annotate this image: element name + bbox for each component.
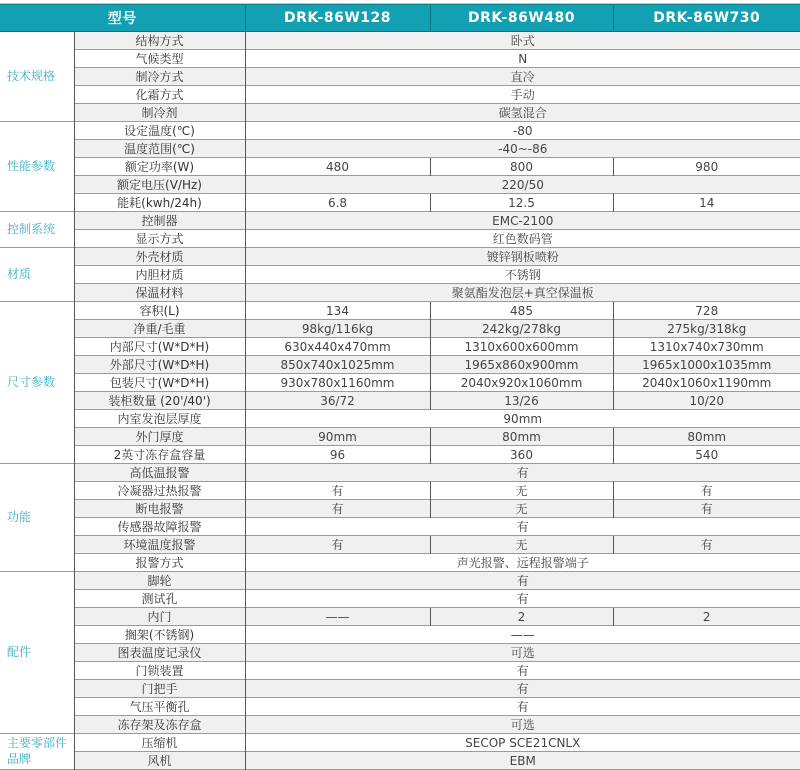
value-cell: 96 [245,446,430,464]
spec-row [0,446,800,464]
value-cell: 无 [430,482,613,500]
value-cell-spanned: 220/50 [245,176,800,194]
spec-row [0,410,800,428]
param-name-cell: 外部尺寸(W*D*H) [74,356,245,374]
spec-row [0,698,800,716]
value-cell: 13/26 [430,392,613,410]
param-name-cell: 额定功率(W) [74,158,245,176]
value-cell: 275kg/318kg [613,320,800,338]
spec-row [0,50,800,68]
value-cell: 800 [430,158,613,176]
spec-row [0,644,800,662]
param-name-cell: 容积(L) [74,302,245,320]
spec-row [0,122,800,140]
value-cell: 2 [613,608,800,626]
param-name-cell: 外门厚度 [74,428,245,446]
value-cell-spanned: 有 [245,518,800,536]
param-name-cell: 报警方式 [74,554,245,572]
value-cell: 有 [613,536,800,554]
spec-row [0,266,800,284]
param-name-cell: 内室发泡层厚度 [74,410,245,428]
value-cell-spanned: 红色数码管 [245,230,800,248]
value-cell: —— [245,608,430,626]
value-cell: 1310x740x730mm [613,338,800,356]
param-name-cell: 图表温度记录仪 [74,644,245,662]
value-cell-spanned: EMC-2100 [245,212,800,230]
param-name-cell: 装柜数量 (20'/40') [74,392,245,410]
spec-row [0,284,800,302]
spec-row [0,464,800,482]
value-cell-spanned: EBM [245,752,800,770]
value-cell: 1965x1000x1035mm [613,356,800,374]
value-cell-spanned: N [245,50,800,68]
value-cell-spanned: SECOP SCE21CNLX [245,734,800,752]
param-name-cell: 控制器 [74,212,245,230]
spec-row [0,302,800,320]
section-label: 技术规格 [0,32,74,122]
section-label: 材质 [0,248,74,302]
section-label: 性能参数 [0,122,74,212]
value-cell: 480 [245,158,430,176]
spec-row [0,374,800,392]
value-cell: 80mm [613,428,800,446]
spec-row [0,158,800,176]
spec-row [0,356,800,374]
value-cell: 2040x1060x1190mm [613,374,800,392]
spec-table [0,3,800,770]
param-name-cell: 化霜方式 [74,86,245,104]
value-cell-spanned: 碳氢混合 [245,104,800,122]
param-name-cell: 门锁装置 [74,662,245,680]
value-cell: 无 [430,500,613,518]
spec-row [0,572,800,590]
param-name-cell: 2英寸冻存盒容量 [74,446,245,464]
value-cell: 36/72 [245,392,430,410]
spec-row [0,482,800,500]
table-header-row [0,4,800,32]
spec-row [0,32,800,50]
param-name-cell: 能耗(kwh/24h) [74,194,245,212]
param-name-cell: 保温材料 [74,284,245,302]
param-name-cell: 气压平衡孔 [74,698,245,716]
value-cell: 1310x600x600mm [430,338,613,356]
value-cell: 485 [430,302,613,320]
value-cell: 有 [613,482,800,500]
spec-row [0,140,800,158]
param-name-cell: 温度范围(℃) [74,140,245,158]
spec-row [0,734,800,752]
value-cell: 2040x920x1060mm [430,374,613,392]
value-cell-spanned: —— [245,626,800,644]
value-cell-spanned: -40~-86 [245,140,800,158]
param-name-cell: 测试孔 [74,590,245,608]
spec-row [0,752,800,770]
param-name-cell: 内门 [74,608,245,626]
value-cell: 无 [430,536,613,554]
spec-row [0,320,800,338]
value-cell-spanned: 手动 [245,86,800,104]
model-header-1: DRK-86W128 [245,4,430,32]
param-name-cell: 冷凝器过热报警 [74,482,245,500]
spec-row [0,212,800,230]
param-name-cell: 显示方式 [74,230,245,248]
spec-row [0,554,800,572]
value-cell: 980 [613,158,800,176]
value-cell-spanned: 聚氨酯发泡层+真空保温板 [245,284,800,302]
param-name-cell: 门把手 [74,680,245,698]
value-cell-spanned: 直冷 [245,68,800,86]
spec-row [0,428,800,446]
value-cell-spanned: -80 [245,122,800,140]
value-cell-spanned: 有 [245,662,800,680]
param-name-cell: 冻存架及冻存盒 [74,716,245,734]
param-name-cell: 风机 [74,752,245,770]
spec-row [0,590,800,608]
value-cell-spanned: 声光报警、远程报警端子 [245,554,800,572]
value-cell: 有 [245,482,430,500]
spec-row [0,518,800,536]
value-cell: 728 [613,302,800,320]
value-cell: 2 [430,608,613,626]
param-name-cell: 断电报警 [74,500,245,518]
value-cell-spanned: 不锈钢 [245,266,800,284]
value-cell: 10/20 [613,392,800,410]
spec-row [0,662,800,680]
value-cell-spanned: 卧式 [245,32,800,50]
value-cell: 有 [613,500,800,518]
value-cell-spanned: 有 [245,698,800,716]
param-name-cell: 制冷剂 [74,104,245,122]
param-name-cell: 制冷方式 [74,68,245,86]
model-column-header: 型号 [0,4,245,32]
model-header-3: DRK-86W730 [613,4,800,32]
spec-row [0,68,800,86]
section-label: 配件 [0,572,74,734]
value-cell: 98kg/116kg [245,320,430,338]
value-cell: 90mm [245,428,430,446]
value-cell-spanned: 有 [245,464,800,482]
param-name-cell: 气候类型 [74,50,245,68]
section-label: 主要零部件品牌 [0,734,74,770]
spec-row [0,680,800,698]
param-name-cell: 搁架(不锈钢) [74,626,245,644]
value-cell-spanned: 有 [245,590,800,608]
spec-row [0,500,800,518]
param-name-cell: 额定电压(V/Hz) [74,176,245,194]
param-name-cell: 高低温报警 [74,464,245,482]
spec-row [0,86,800,104]
value-cell: 850x740x1025mm [245,356,430,374]
spec-row [0,536,800,554]
param-name-cell: 结构方式 [74,32,245,50]
section-label: 功能 [0,464,74,572]
param-name-cell: 环境温度报警 [74,536,245,554]
value-cell: 540 [613,446,800,464]
section-label: 控制系统 [0,212,74,248]
spec-row [0,230,800,248]
param-name-cell: 内胆材质 [74,266,245,284]
value-cell-spanned: 可选 [245,716,800,734]
value-cell: 930x780x1160mm [245,374,430,392]
value-cell-spanned: 90mm [245,410,800,428]
value-cell: 6.8 [245,194,430,212]
value-cell: 134 [245,302,430,320]
value-cell: 630x440x470mm [245,338,430,356]
param-name-cell: 包装尺寸(W*D*H) [74,374,245,392]
value-cell: 360 [430,446,613,464]
value-cell: 1965x860x900mm [430,356,613,374]
spec-row [0,194,800,212]
table-body [0,32,800,770]
value-cell: 14 [613,194,800,212]
spec-sheet [0,3,800,770]
value-cell: 80mm [430,428,613,446]
param-name-cell: 设定温度(℃) [74,122,245,140]
value-cell: 12.5 [430,194,613,212]
param-name-cell: 传感器故障报警 [74,518,245,536]
value-cell-spanned: 镀锌钢板喷粉 [245,248,800,266]
spec-row [0,104,800,122]
value-cell: 有 [245,500,430,518]
spec-row [0,392,800,410]
param-name-cell: 净重/毛重 [74,320,245,338]
model-header-2: DRK-86W480 [430,4,613,32]
value-cell: 有 [245,536,430,554]
spec-row [0,626,800,644]
param-name-cell: 内部尺寸(W*D*H) [74,338,245,356]
spec-row [0,338,800,356]
param-name-cell: 压缩机 [74,734,245,752]
param-name-cell: 外壳材质 [74,248,245,266]
value-cell-spanned: 有 [245,680,800,698]
value-cell: 242kg/278kg [430,320,613,338]
spec-row [0,716,800,734]
value-cell-spanned: 可选 [245,644,800,662]
section-label: 尺寸参数 [0,302,74,464]
value-cell-spanned: 有 [245,572,800,590]
spec-row [0,248,800,266]
param-name-cell: 脚轮 [74,572,245,590]
spec-row [0,176,800,194]
spec-row [0,608,800,626]
